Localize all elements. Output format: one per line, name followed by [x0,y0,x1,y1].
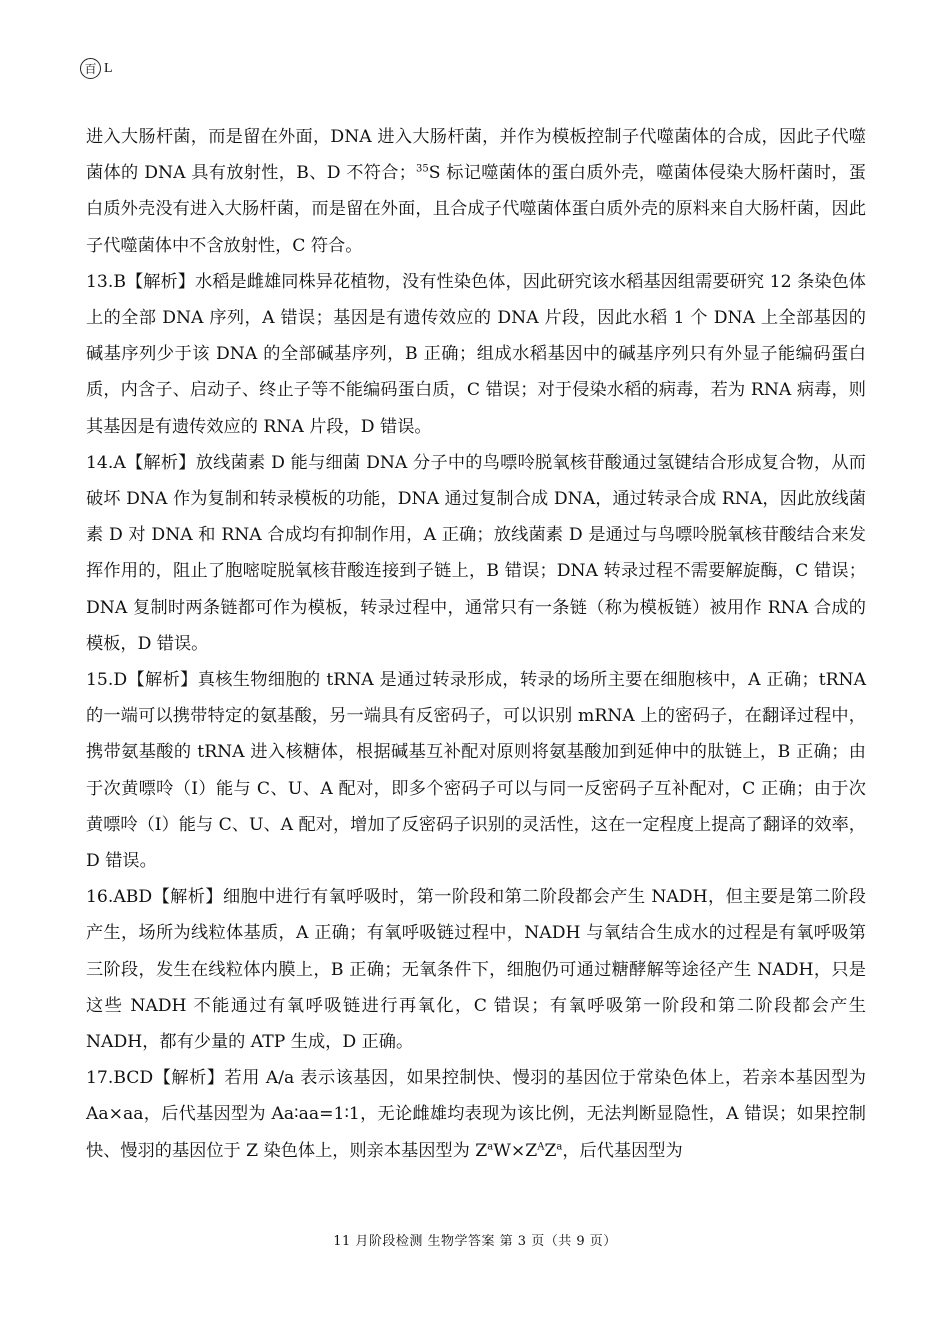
superscript-mass-number: 35 [415,163,429,175]
paragraph-text: S 标记噬菌体的蛋白质外壳，噬菌体侵染大肠杆菌时，蛋白质外壳没有进入大肠杆菌，而是留在外面，且合成子代噬菌体蛋白质外壳的原料来自大肠杆菌，因此子代噬菌体中不含放射性，C 符合。 [86,163,866,256]
answer-14: 14.A【解析】放线菌素 D 能与细菌 DNA 分子中的鸟嘌呤脱氧核苷酸通过氢键结合形成复合物，从而破坏 DNA 作为复制和转录模板的功能，DNA 通过复制合成 DNA，通过转录合成 RNA，因此放线菌素 D 对 DNA 和 RNA 合成均有抑制作用，A 正确；放线菌素 D 是通过与鸟嘌呤脱氧核苷酸结合来发挥作用的，阻止了胞嘧啶脱氧核苷酸连接到子链上，B 错误；DNA 转录过程不需要解旋酶，C 错误；DNA 复制时两条链都可作为模板，转录过程中，通常只有一条链（称为模板链）被用作 RNA 合成的模板，D 错误。 [86,452,866,654]
logo-circle-icon: 百 [80,58,101,79]
superscript: a [487,1140,494,1152]
header-logo [80,58,113,79]
paragraph-text: Z [544,1140,557,1161]
answer-16: 16.ABD【解析】细胞中进行有氧呼吸时，第一阶段和第二阶段都会产生 NADH，但主要是第二阶段产生，场所为线粒体基质，A 正确；有氧呼吸链过程中，NADH 与氧结合生成水的过程是有氧呼吸第三阶段，发生在线粒体内膜上，B 正确；无氧条件下，细胞仍可通过糖酵解等途径产生 NADH，只是这些 NADH 不能通过有氧呼吸链进行再氧化，C 错误；有氧呼吸第一阶段和第二阶段都会产生 NADH，都有少量的 ATP 生成，D 正确。 [86,887,866,1053]
paragraph-text: 17.BCD【解析】若用 A/a 表示该基因，如果控制快、慢羽的基因位于常染色体上，若亲本基因型为 Aa×aa，后代基因型为 Aa∶aa=1∶1，无论雌雄均表现为该比例，无法判断显隐性，A 错误；如果控制快、慢羽的基因位于 Z 染色体上，则亲本基因型为 Z [86,1068,866,1161]
answer-13: 13.B【解析】水稻是雌雄同株异花植物，没有性染色体，因此研究该水稻基因组需要研究 12 条染色体上的全部 DNA 序列，A 错误；基因是有遗传效应的 DNA 片段，因此水稻 1 个 DNA 上全部基因的碱基序列少于该 DNA 的全部碱基序列，B 正确；组成水稻基因中的碱基序列只有外显子能编码蛋白质，内含子、启动子、终止子等不能编码蛋白质，C 错误；对于侵染水稻的病毒，若为 RNA 病毒，则其基因是有遗传效应的 RNA 片段，D 错误。 [86,271,866,437]
paragraph-text: ，后代基因型为 [562,1140,683,1161]
superscript: a [556,1140,563,1152]
superscript: A [537,1140,545,1152]
answer-17 [86,1060,866,1169]
paragraph-text: W×Z [493,1140,538,1161]
logo-letter: L [104,60,113,76]
paragraph-text: 进入大肠杆菌，而是留在外面，DNA 进入大肠杆菌，并作为模板控制子代噬菌体的合成，因此子代噬菌体的 DNA 具有放射性，B、D 不符合； [86,127,866,184]
answer-content [86,119,866,1169]
page-footer: 11 月阶段检测 生物学答案 第 3 页（共 9 页） [333,1234,617,1249]
answer-15: 15.D【解析】真核生物细胞的 tRNA 是通过转录形成，转录的场所主要在细胞核中，A 正确；tRNA 的一端可以携带特定的氨基酸，另一端具有反密码子，可以识别 mRNA 上的密码子，在翻译过程中，携带氨基酸的 tRNA 进入核糖体，根据碱基互补配对原则将氨基酸加到延伸中的肽链上，B 正确；由于次黄嘌呤（I）能与 C、U、A 配对，即多个密码子可以与同一反密码子互补配对，C 正确；由于次黄嘌呤（I）能与 C、U、A 配对，增加了反密码子识别的灵活性，这在一定程度上提高了翻译的效率，D 错误。 [86,670,866,872]
paragraph-continued [86,119,866,264]
